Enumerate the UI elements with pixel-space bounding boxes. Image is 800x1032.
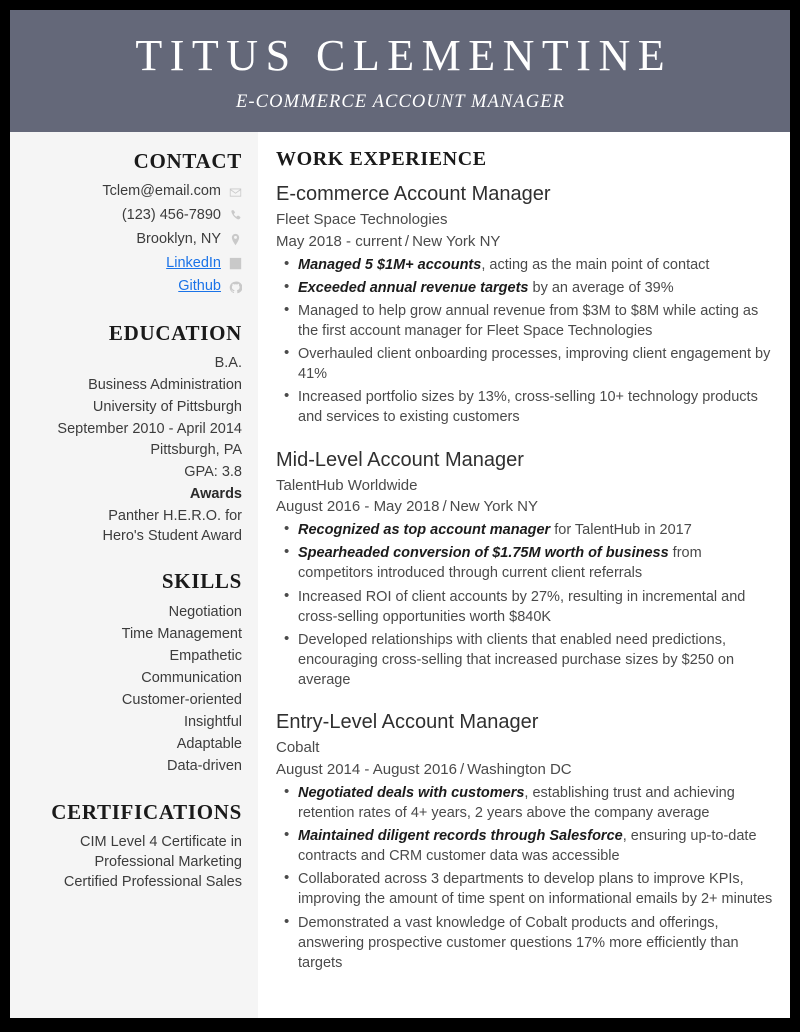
- certifications-heading: CERTIFICATIONS: [51, 800, 242, 824]
- job-meta-separator: /: [442, 498, 447, 516]
- education-field: Business Administration: [88, 377, 242, 393]
- bullet-text: for TalentHub in 2017: [550, 522, 692, 539]
- job-dates: August 2016 - May 2018: [276, 498, 440, 516]
- job-dates: August 2014 - August 2016: [276, 761, 457, 778]
- job-bullet: [276, 387, 774, 427]
- bullet-text: Collaborated across 3 departments to develop plans to improve KPIs, improving the amount of time spent on informational emails by 2+ minutes: [298, 871, 773, 908]
- bullet-lead: Exceeded annual revenue targets: [298, 279, 529, 296]
- bullet-text: Managed to help grow annual revenue from $3M to $8M while acting as the first account manager for Fleet Space Technologies: [298, 302, 759, 339]
- skill-item: Insightful: [183, 713, 242, 730]
- job-location: New York NY: [412, 232, 501, 250]
- bullet-text: Increased ROI of client accounts by 27%, resulting in incremental and cross-selling opportunities worth $840K: [298, 588, 746, 625]
- bullet-lead: Managed 5 $1M+ accounts: [298, 256, 482, 273]
- bullet-text: Overhauled client onboarding processes, improving client engagement by 41%: [298, 346, 771, 383]
- candidate-job-title: E-COMMERCE ACCOUNT MANAGER: [236, 91, 566, 112]
- job-title: Entry-Level Account Manager: [276, 711, 539, 734]
- contact-text-label: Brooklyn, NY: [136, 230, 221, 247]
- job-dates: May 2018 - current: [276, 232, 402, 250]
- contact-text-label: Tclem@email.com: [102, 183, 221, 200]
- job-company: Fleet Space Technologies: [276, 211, 448, 228]
- job-meta: [276, 496, 774, 518]
- contact-item: [24, 229, 242, 251]
- certification-item: CIM Level 4 Certificate in: [80, 834, 242, 851]
- job-entry: [276, 181, 774, 428]
- contact-heading: CONTACT: [133, 149, 242, 173]
- candidate-name: TITUS CLEMENTINE: [135, 31, 673, 81]
- job-company: TalentHub Worldwide: [276, 476, 418, 494]
- bullet-text: Demonstrated a vast knowledge of Cobalt products and offerings, answering prospective customer questions 17% more efficiently than targets: [298, 914, 739, 971]
- envelope-icon: [228, 185, 242, 199]
- phone-icon: [228, 209, 242, 223]
- certification-item-line2: Professional Marketing: [94, 854, 242, 871]
- bullet-lead: Spearheaded conversion of $1.75M worth of business: [298, 545, 669, 562]
- bullet-text: , establishing trust and achieving retention rates of 4+ years, 2 years above the company average: [298, 784, 735, 821]
- skill-item: Time Management: [121, 625, 242, 642]
- skill-item: Adaptable: [176, 735, 242, 752]
- main-column: [258, 132, 790, 1018]
- job-bullet: [276, 783, 774, 823]
- job-title: Mid-Level Account Manager: [276, 448, 524, 471]
- job-bullet-list: [276, 783, 774, 973]
- bullet-lead: Maintained diligent records through Salesforce: [298, 828, 623, 845]
- contact-link-label[interactable]: Github: [178, 278, 221, 295]
- contact-text-label: (123) 456-7890: [121, 207, 221, 223]
- skill-item: Negotiation: [168, 603, 242, 620]
- job-meta: [276, 759, 774, 781]
- job-bullet: [276, 913, 774, 973]
- job-bullet-list: [276, 255, 774, 428]
- bullet-text: , acting as the main point of contact: [481, 256, 710, 273]
- certifications-section: [24, 799, 242, 892]
- job-bullet: [276, 869, 774, 909]
- job-meta-separator: /: [459, 761, 465, 778]
- job-bullet: [276, 826, 774, 866]
- contact-item: [24, 181, 242, 203]
- job-entry: [276, 709, 774, 973]
- bullet-text: by an average of 39%: [528, 279, 674, 296]
- bullet-lead: Recognized as top account manager: [298, 522, 551, 539]
- award-line-1: Panther H.E.R.O. for: [108, 507, 242, 524]
- job-location: New York NY: [449, 498, 538, 516]
- github-icon: [228, 280, 242, 294]
- linkedin-icon: [228, 256, 242, 270]
- certification-item: Certified Professional Sales: [63, 874, 242, 891]
- job-bullet: [276, 278, 774, 298]
- job-bullet: [276, 543, 774, 583]
- education-dates: September 2010 - April 2014: [57, 420, 242, 437]
- job-bullet: [276, 630, 774, 690]
- job-entry: [276, 447, 774, 691]
- skills-section: [24, 568, 242, 778]
- skill-item: Data-driven: [167, 757, 242, 774]
- contact-item[interactable]: [24, 253, 242, 275]
- contact-list: [24, 181, 242, 298]
- bullet-lead: Negotiated deals with customers: [298, 784, 525, 801]
- contact-item: [24, 205, 242, 227]
- bullet-text: from competitors introduced through current client referrals: [298, 545, 702, 582]
- education-degree: B.A.: [214, 355, 242, 372]
- education-school: University of Pittsburgh: [92, 398, 242, 415]
- education-location: Pittsburgh, PA: [150, 442, 242, 459]
- header-banner: [10, 10, 790, 132]
- job-company: Cobalt: [276, 739, 320, 757]
- contact-section: [24, 148, 242, 298]
- award-line-2: Hero's Student Award: [102, 527, 242, 544]
- education-heading: EDUCATION: [108, 321, 242, 345]
- sidebar: [10, 132, 258, 1018]
- job-title: E-commerce Account Manager: [276, 183, 551, 205]
- job-meta: [276, 231, 774, 253]
- job-location: Washington DC: [467, 761, 572, 778]
- resume-body: [10, 132, 790, 1018]
- job-bullet-list: [276, 520, 774, 690]
- job-bullet: [276, 587, 774, 627]
- job-meta-separator: /: [404, 232, 410, 250]
- skill-item: Customer-oriented: [121, 691, 242, 708]
- contact-link-label[interactable]: LinkedIn: [166, 254, 221, 271]
- certifications-list: [24, 832, 242, 892]
- resume-sheet: [10, 10, 790, 1018]
- job-bullet: [276, 520, 774, 540]
- bullet-text: Developed relationships with clients that enabled need predictions, encouraging cross-selling that increased purchase sizes by $250 on average: [298, 631, 735, 689]
- bullet-text: Increased portfolio sizes by 13%, cross-selling 10+ technology products and services to existing customers: [298, 389, 758, 426]
- job-bullet: [276, 344, 774, 384]
- job-bullet: [276, 255, 774, 275]
- skills-heading: SKILLS: [161, 568, 242, 593]
- contact-item[interactable]: [24, 276, 242, 298]
- map-pin-icon: [228, 233, 242, 247]
- skill-item: Empathetic: [169, 647, 242, 664]
- bullet-text: , ensuring up-to-date contracts and CRM customer data was accessible: [298, 828, 757, 865]
- job-bullet: [276, 301, 774, 341]
- work-experience-heading: WORK EXPERIENCE: [276, 148, 487, 170]
- jobs-list: [276, 181, 774, 973]
- education-section: [24, 320, 242, 546]
- education-gpa: GPA: 3.8: [184, 464, 242, 480]
- skills-list: [24, 601, 242, 777]
- awards-heading: Awards: [189, 485, 242, 502]
- skill-item: Communication: [141, 669, 242, 686]
